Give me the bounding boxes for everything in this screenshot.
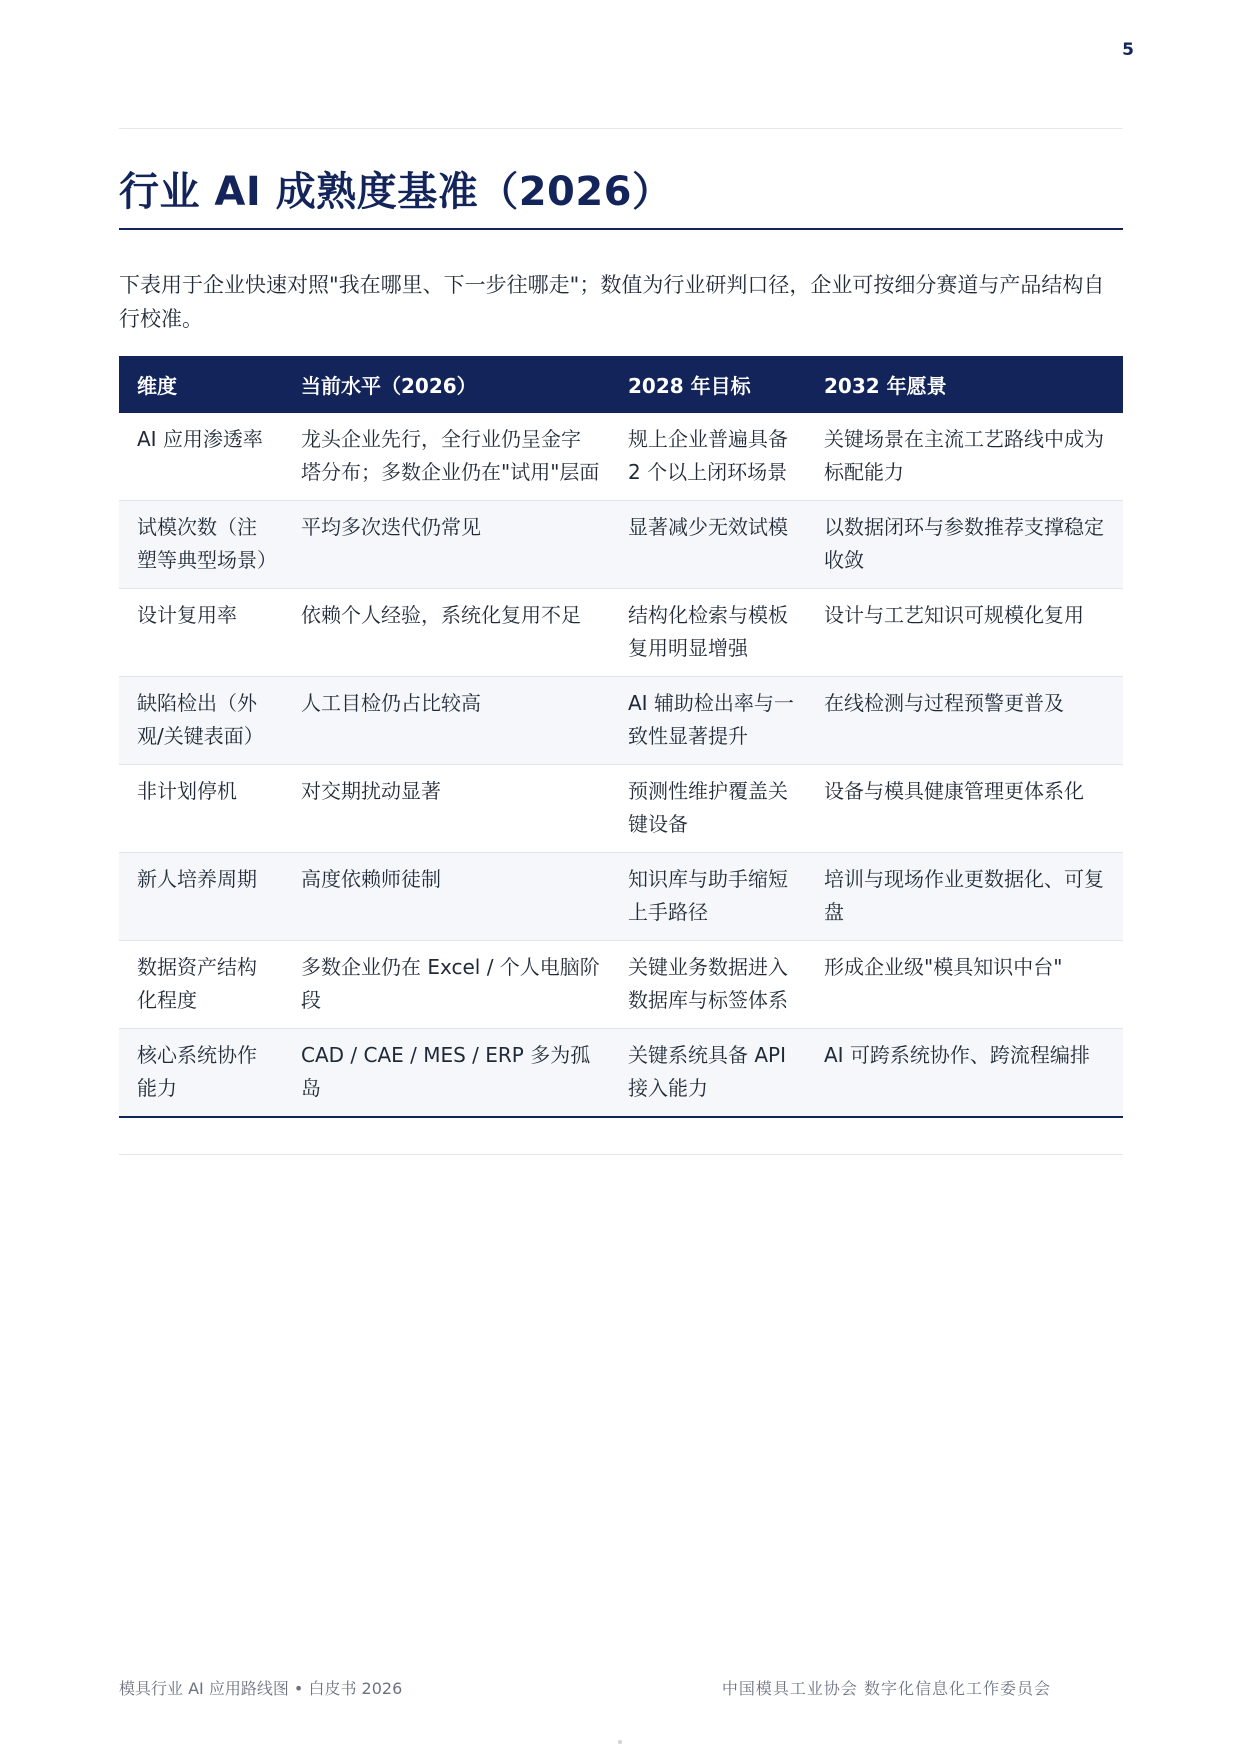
- content-end-divider: [119, 1154, 1123, 1155]
- cell-dimension: 设计复用率: [119, 589, 283, 677]
- cell-2028: AI 辅助检出率与一致性显著提升: [610, 677, 806, 765]
- cell-current: 平均多次迭代仍常见: [283, 501, 610, 589]
- cell-current: 高度依赖师徒制: [283, 853, 610, 941]
- cell-2028: 关键业务数据进入数据库与标签体系: [610, 941, 806, 1029]
- cell-current: CAD / CAE / MES / ERP 多为孤岛: [283, 1029, 610, 1118]
- cell-current: 多数企业仍在 Excel / 个人电脑阶段: [283, 941, 610, 1029]
- table-row: [119, 413, 1123, 501]
- cell-current: 人工目检仍占比较高: [283, 677, 610, 765]
- cell-2032: 设备与模具健康管理更体系化: [806, 765, 1123, 853]
- intro-paragraph: 下表用于企业快速对照"我在哪里、下一步往哪走"；数值为行业研判口径，企业可按细分赛道与产品结构自行校准。: [119, 273, 1105, 331]
- header-divider: [119, 128, 1123, 129]
- cell-2028: 显著减少无效试模: [610, 501, 806, 589]
- cell-2032: AI 可跨系统协作、跨流程编排: [806, 1029, 1123, 1118]
- cell-dimension: 试模次数（注塑等典型场景）: [119, 501, 283, 589]
- cell-dimension: 核心系统协作能力: [119, 1029, 283, 1118]
- cell-2032: 以数据闭环与参数推荐支撑稳定收敛: [806, 501, 1123, 589]
- cell-2032: 培训与现场作业更数据化、可复盘: [806, 853, 1123, 941]
- cell-2028: 关键系统具备 API 接入能力: [610, 1029, 806, 1118]
- cell-current: 对交期扰动显著: [283, 765, 610, 853]
- cell-2032: 形成企业级"模具知识中台": [806, 941, 1123, 1029]
- column-header-2032: 2032 年愿景: [806, 356, 1123, 413]
- table-row: [119, 941, 1123, 1029]
- column-header-current: 当前水平（2026）: [283, 356, 610, 413]
- page-number: 5: [1122, 40, 1134, 60]
- table-row: [119, 501, 1123, 589]
- cell-dimension: AI 应用渗透率: [119, 413, 283, 501]
- table-row: [119, 677, 1123, 765]
- table-row: [119, 589, 1123, 677]
- cell-current: 依赖个人经验，系统化复用不足: [283, 589, 610, 677]
- cell-dimension: 新人培养周期: [119, 853, 283, 941]
- cell-2032: 在线检测与过程预警更普及: [806, 677, 1123, 765]
- footer-organization: 中国模具工业协会 数字化信息化工作委员会: [721, 1679, 1051, 1698]
- cell-2028: 知识库与助手缩短上手路径: [610, 853, 806, 941]
- cell-dimension: 非计划停机: [119, 765, 283, 853]
- cell-2028: 预测性维护覆盖关键设备: [610, 765, 806, 853]
- cell-2032: 设计与工艺知识可规模化复用: [806, 589, 1123, 677]
- cell-dimension: 缺陷检出（外观/关键表面）: [119, 677, 283, 765]
- table-row: [119, 853, 1123, 941]
- cell-2028: 规上企业普遍具备 2 个以上闭环场景: [610, 413, 806, 501]
- cell-2032: 关键场景在主流工艺路线中成为标配能力: [806, 413, 1123, 501]
- column-header-dimension: 维度: [119, 356, 283, 413]
- table-header-row: [119, 356, 1123, 413]
- cell-2028: 结构化检索与模板复用明显增强: [610, 589, 806, 677]
- cell-current: 龙头企业先行，全行业仍呈金字塔分布；多数企业仍在"试用"层面: [283, 413, 610, 501]
- table-row: [119, 1029, 1123, 1118]
- column-header-2028: 2028 年目标: [610, 356, 806, 413]
- footer-dot: [618, 1740, 622, 1744]
- title-underline: [119, 228, 1123, 230]
- section-title: 行业 AI 成熟度基准（2026）: [119, 169, 673, 215]
- cell-dimension: 数据资产结构化程度: [119, 941, 283, 1029]
- maturity-benchmark-table: [119, 356, 1123, 1118]
- footer-document-title: 模具行业 AI 应用路线图 • 白皮书 2026: [119, 1679, 403, 1698]
- table-row: [119, 765, 1123, 853]
